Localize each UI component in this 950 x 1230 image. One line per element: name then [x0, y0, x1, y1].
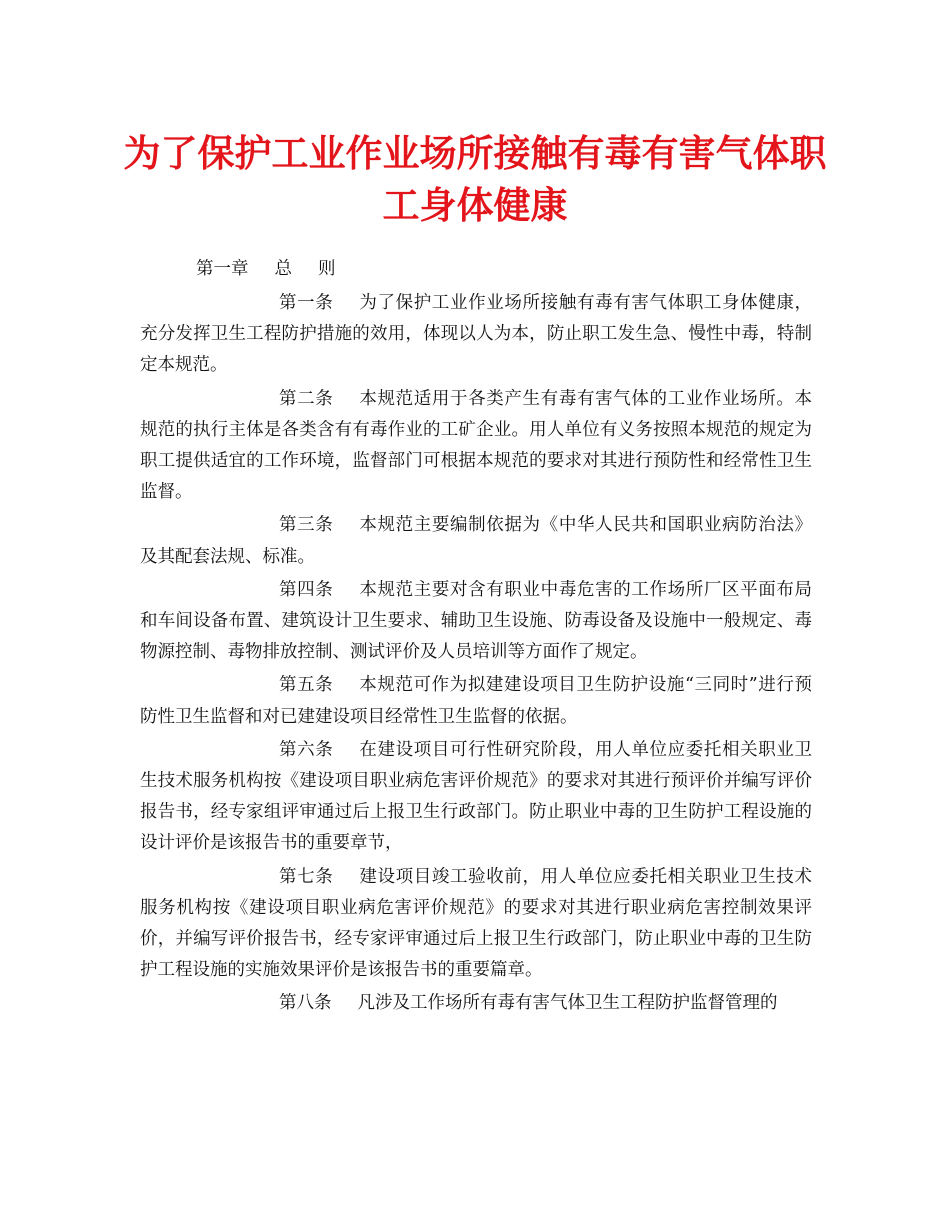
document-body	[140, 254, 812, 1022]
article-text: 本规范适用于各类产生有毒有害气体的工业作业场所。本规范的执行主体是各类含有有毒作业的工矿企业。用人单位有义务按照本规范的规定为职工提供适宜的工作环境，监督部门可根据本规范的要求对其进行预防性和经常性卫生监督。	[140, 388, 812, 503]
article-6	[140, 735, 812, 860]
article-number: 第一条	[279, 293, 334, 313]
article-8	[140, 988, 812, 1019]
chapter-name-part-1: 总	[274, 259, 292, 279]
article-text: 在建设项目可行性研究阶段，用人单位应委托相关职业卫生技术服务机构按《建设项目职业病危害评价规范》的要求对其进行预评价并编写评价报告书，经专家组评审通过后上报卫生行政部门。防止职业中毒的卫生防护工程设施的设计评价是该报告书的重要章节，	[140, 739, 812, 854]
article-text: 本规范可作为拟建建设项目卫生防护设施“三同时”进行预防性卫生监督和对已建建设项目经常性卫生监督的依据。	[140, 675, 812, 727]
title-line-1: 为了保护工业作业场所接触有毒有害气体职	[123, 132, 827, 175]
chapter-heading	[140, 254, 812, 285]
article-number: 第五条	[279, 675, 334, 696]
article-text: 建设项目竣工验收前，用人单位应委托相关职业卫生技术服务机构按《建设项目职业病危害评价规范》的要求对其进行职业病危害控制效果评价，并编写评价报告书，经专家评审通过后上报卫生行政部门，防止职业中毒的卫生防护工程设施的实施效果评价是该报告书的重要篇章。	[140, 866, 812, 981]
article-number: 第三条	[279, 515, 334, 536]
chapter-number: 第一章	[196, 259, 249, 279]
article-text: 凡涉及工作场所有毒有害气体卫生工程防护监督管理的	[357, 993, 778, 1014]
article-number: 第二条	[279, 388, 334, 409]
title-line-2: 工身体健康	[382, 184, 568, 227]
chapter-name-part-2: 则	[318, 259, 336, 279]
article-3	[140, 510, 812, 572]
article-number: 第四条	[279, 579, 334, 600]
article-text: 本规范主要编制依据为《中华人民共和国职业病防治法》及其配套法规、标准。	[140, 515, 812, 567]
article-7	[140, 862, 812, 987]
article-4	[140, 575, 812, 669]
article-text: 本规范主要对含有职业中毒危害的工作场所厂区平面布局和车间设备布置、建筑设计卫生要求、辅助卫生设施、防毒设备及设施中一般规定、毒物源控制、毒物排放控制、测试评价及人员培训等方面作了规定。	[140, 579, 812, 663]
article-number: 第六条	[279, 739, 334, 760]
article-5	[140, 670, 812, 732]
document-title	[100, 128, 850, 232]
article-number: 第八条	[279, 993, 332, 1014]
article-1	[140, 288, 812, 382]
article-number: 第七条	[279, 866, 334, 887]
article-2	[140, 384, 812, 509]
article-text: 为了保护工业作业场所接触有毒有害气体职工身体健康，充分发挥卫生工程防护措施的效用，体现以人为本，防止职工发生急、慢性中毒，特制定本规范。	[140, 293, 812, 376]
